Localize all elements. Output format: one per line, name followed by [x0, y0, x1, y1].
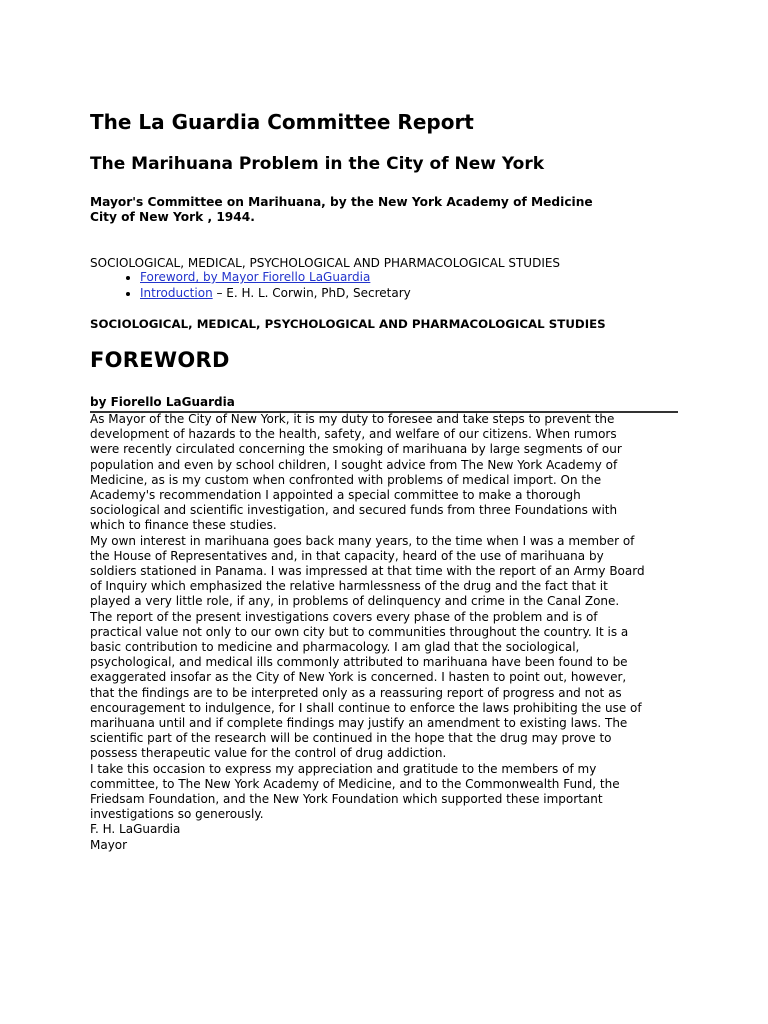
body-line: of Inquiry which emphasized the relative harmlessness of the drug and the fact that it	[90, 579, 608, 594]
toc-heading: SOCIOLOGICAL, MEDICAL, PSYCHOLOGICAL AND PHARMACOLOGICAL STUDIES	[90, 256, 561, 270]
body-line: were recently circulated concerning the smoking of marihuana by large segments of our	[90, 442, 622, 457]
body-line: Academy's recommendation I appointed a special committee to make a thorough	[90, 488, 581, 503]
toc-item-introduction	[140, 286, 411, 302]
page-subtitle: The Marihuana Problem in the City of New York	[90, 154, 545, 174]
body-line: investigations so generously.	[90, 807, 264, 822]
body-line: psychological, and medical ills commonly attributed to marihuana have been found to be	[90, 655, 628, 670]
body-line: The report of the present investigations covers every phase of the problem and is of	[90, 609, 598, 624]
body-line: Medicine, as is my custom when confronted with problems of medical import. On the	[90, 472, 602, 487]
body-line: population and even by school children, I sought advice from The New York Academy of	[90, 457, 618, 472]
committee-attribution	[90, 195, 593, 225]
body-line: the House of Representatives and, in that capacity, heard of the use of marihuana by	[90, 548, 604, 563]
body-line: exaggerated insofar as the City of New York is concerned. I hasten to point out, however,	[90, 670, 627, 685]
introduction-author: – E. H. L. Corwin, PhD, Secretary	[212, 285, 411, 300]
body-line: soldiers stationed in Panama. I was impressed at that time with the report of an Army Board	[90, 564, 645, 579]
body-line: that the findings are to be interpreted only as a reassuring report of progress and not as	[90, 685, 622, 700]
table-of-contents	[90, 270, 411, 301]
foreword-byline: by Fiorello LaGuardia	[90, 395, 678, 413]
body-line: Mayor	[90, 837, 128, 852]
body-line: basic contribution to medicine and pharmacology. I am glad that the sociological,	[90, 640, 580, 655]
body-line: I take this occasion to express my appreciation and gratitude to the members of my	[90, 761, 597, 776]
body-line: My own interest in marihuana goes back many years, to the time when I was a member of	[90, 533, 635, 548]
body-line: possess therapeutic value for the control of drug addiction.	[90, 746, 447, 761]
body-line: sociological and scientific investigation, and secured funds from three Foundations with	[90, 503, 618, 518]
body-line: Friedsam Foundation, and the New York Foundation which supported these important	[90, 792, 603, 807]
body-line: development of hazards to the health, safety, and welfare of our citizens. When rumors	[90, 427, 617, 442]
body-line: played a very little role, if any, in problems of delinquency and crime in the Canal Zone.	[90, 594, 620, 609]
body-line: encouragement to indulgence, for I shall continue to enforce the laws prohibiting the use of	[90, 700, 642, 715]
introduction-link[interactable]: Introduction	[140, 285, 213, 300]
committee-line-2: City of New York , 1944.	[90, 210, 255, 224]
body-line: scientific part of the research will be continued in the hope that the drug may prove to	[90, 731, 612, 746]
foreword-body	[90, 412, 690, 853]
body-line: committee, to The New York Academy of Medicine, and to the Commonwealth Fund, the	[90, 776, 620, 791]
body-line: F. H. LaGuardia	[90, 822, 181, 837]
toc-item-foreword	[140, 270, 411, 286]
body-line: which to finance these studies.	[90, 518, 277, 533]
body-line: marihuana until and if complete findings may justify an amendment to existing laws. The	[90, 716, 628, 731]
foreword-heading: FOREWORD	[90, 348, 230, 372]
committee-line-1: Mayor's Committee on Marihuana, by the New York Academy of Medicine	[90, 195, 593, 209]
studies-heading: SOCIOLOGICAL, MEDICAL, PSYCHOLOGICAL AND PHARMACOLOGICAL STUDIES	[90, 317, 606, 331]
body-line: practical value not only to our own city but to communities throughout the country. It is a	[90, 624, 629, 639]
foreword-link[interactable]: Foreword, by Mayor Fiorello LaGuardia	[140, 270, 371, 284]
page-title: The La Guardia Committee Report	[90, 110, 474, 134]
body-line: As Mayor of the City of New York, it is my duty to foresee and take steps to prevent the	[90, 412, 615, 426]
